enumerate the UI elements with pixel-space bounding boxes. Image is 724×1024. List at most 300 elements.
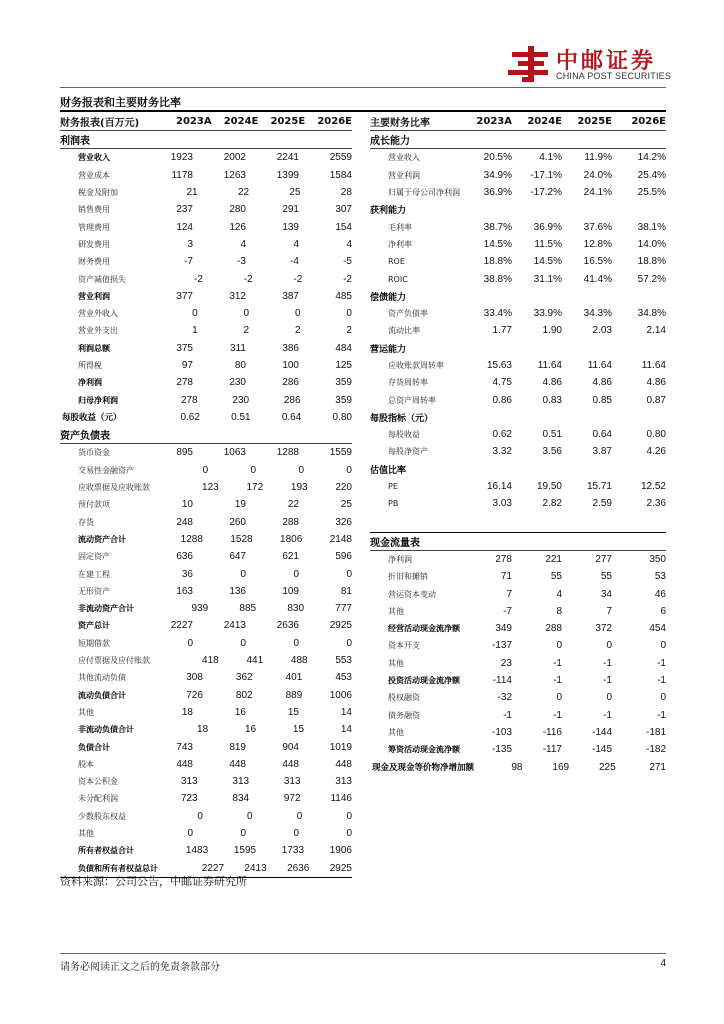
source-note: 资料来源：公司公告，中邮证券研究所 (60, 875, 247, 888)
row-value: 0 (250, 464, 257, 476)
table-row (370, 620, 666, 637)
row-value: 41.4% (583, 273, 612, 285)
row-value: 11.5% (534, 238, 562, 250)
brand-logo (508, 44, 672, 84)
row-value: 904 (282, 741, 299, 753)
row-value: 0 (346, 828, 352, 840)
row-label: 税金及附加 (78, 188, 118, 198)
table-row (370, 443, 666, 460)
row-value: 280 (229, 204, 246, 216)
row-value: 0.80 (332, 411, 352, 423)
section-label: 利润表 (60, 136, 90, 148)
row-value: 1906 (329, 845, 352, 857)
row-value: 387 (282, 290, 299, 302)
row-value: 895 (176, 447, 193, 459)
table-row (370, 184, 666, 201)
row-value: 485 (335, 290, 352, 302)
row-value: 38.8% (483, 273, 512, 285)
row-value: 418 (202, 655, 219, 667)
row-value: 2636 (287, 862, 310, 874)
row-value: 0 (346, 568, 352, 580)
right-rows (370, 131, 666, 776)
row-value: 25.5% (637, 187, 666, 199)
row-value: 0.80 (646, 429, 666, 441)
row-value: 0 (240, 568, 246, 580)
table-row (60, 842, 352, 859)
table-row (60, 201, 352, 218)
row-label: 所得税 (78, 361, 102, 370)
row-value: 2002 (223, 152, 246, 164)
row-value: -1 (657, 709, 666, 721)
header-label: 财务报表(百万元) (60, 117, 140, 129)
row-value: 34.8% (637, 308, 666, 320)
row-label: 其他 (388, 606, 404, 616)
row-value: 359 (335, 394, 352, 406)
row-label: PB (388, 499, 399, 509)
row-value: 277 (595, 553, 612, 565)
row-value: 1595 (233, 845, 257, 857)
row-value: -17.2% (530, 187, 562, 199)
row-label: 营业收入 (388, 153, 420, 163)
row-label: 净利润 (388, 554, 412, 564)
page-header (0, 0, 724, 90)
row-value: 11.9% (584, 152, 612, 164)
row-value: 278 (180, 394, 198, 406)
row-label: 非流动负债合计 (78, 725, 134, 735)
row-value: -182 (645, 744, 666, 756)
row-value: 0 (187, 637, 193, 649)
row-value: -1 (657, 675, 666, 687)
row-label: 净利润 (78, 378, 102, 388)
row-value: 0 (192, 308, 198, 320)
row-label: 应付票据及应付账款 (78, 656, 150, 666)
footer-divider (60, 953, 666, 954)
row-value: 7 (506, 588, 512, 600)
table-row (60, 253, 352, 270)
table-row (60, 825, 352, 842)
row-value: 14 (340, 706, 352, 718)
row-value: -1 (503, 709, 512, 721)
row-label: 成长能力 (370, 136, 410, 148)
row-value: 1923 (170, 152, 193, 164)
table-row (370, 131, 666, 149)
row-value: 1528 (230, 533, 253, 545)
row-value: 248 (176, 516, 193, 528)
row-value: 14.2% (637, 152, 666, 164)
row-label: 其他 (388, 727, 404, 737)
row-label: 资本公积金 (78, 777, 118, 787)
row-value: 109 (282, 585, 299, 597)
row-value: 488 (290, 655, 308, 667)
table-row (370, 478, 666, 495)
row-value: 2925 (329, 862, 352, 874)
row-value: 16.14 (486, 481, 512, 493)
row-value: 326 (335, 516, 352, 528)
table-row (60, 721, 352, 738)
row-value: 1006 (329, 689, 352, 701)
row-value: 18.8% (483, 256, 512, 268)
row-value: 0.62 (180, 411, 200, 423)
row-value: 71 (500, 571, 512, 583)
row-value: 4.86 (646, 377, 666, 389)
row-label: 债务融资 (388, 710, 420, 720)
row-label: 短期借款 (78, 638, 110, 648)
row-value: 126 (229, 221, 246, 233)
row-value: 454 (649, 623, 666, 635)
row-label: 在建工程 (78, 569, 110, 579)
row-value: 0 (187, 828, 193, 840)
table-row (60, 617, 352, 634)
header-label: 主要财务比率 (370, 117, 430, 129)
row-value: 621 (282, 551, 299, 563)
table-row (60, 270, 352, 287)
row-value: 24.0% (583, 169, 612, 181)
row-value: 37.6% (583, 221, 612, 233)
row-value: 0 (296, 810, 303, 822)
year-header: 2026E (631, 115, 666, 127)
table-row (60, 531, 352, 548)
row-value: 0 (556, 692, 562, 704)
row-label: 投资活动现金流净额 (388, 676, 460, 686)
row-value: 4.86 (542, 377, 562, 389)
row-value: 830 (287, 603, 305, 615)
row-value: 1019 (329, 741, 352, 753)
table-row (370, 426, 666, 443)
row-value: -3 (237, 256, 246, 268)
row-value: 16 (234, 706, 246, 718)
row-label: 筹资活动现金流净额 (388, 745, 460, 755)
row-value: 19 (234, 499, 246, 511)
row-value: 834 (232, 793, 250, 805)
table-row (60, 236, 352, 253)
row-value: 81 (340, 585, 352, 597)
row-value: 25 (340, 499, 352, 511)
row-value: 377 (176, 290, 193, 302)
table-row (60, 462, 352, 479)
row-label: 营业外收入 (78, 309, 118, 319)
row-label: 货币资金 (78, 448, 110, 458)
table-row (370, 637, 666, 654)
table-row (60, 808, 352, 825)
row-value: 0 (240, 828, 246, 840)
row-value: 123 (202, 482, 219, 494)
row-value: 36.9% (533, 221, 562, 233)
row-value: 1146 (330, 793, 352, 805)
table-row (60, 444, 352, 461)
row-label: 营运资本变动 (388, 589, 436, 599)
row-value: 2.14 (646, 325, 666, 337)
row-label: 非流动资产合计 (78, 604, 134, 614)
row-value: 0 (606, 640, 612, 652)
row-value: 441 (246, 655, 264, 667)
table-row (60, 583, 352, 600)
table-row (60, 635, 352, 652)
row-value: 0 (294, 308, 301, 320)
table-row (370, 568, 666, 585)
row-label: 资本开支 (388, 641, 420, 651)
table-row (60, 687, 352, 704)
row-label: 资产总计 (78, 621, 110, 631)
row-value: 1806 (280, 533, 303, 545)
row-value: 12.52 (640, 481, 666, 493)
row-label: 每股收益 (388, 430, 420, 440)
table-row (60, 669, 352, 686)
table-row (60, 322, 352, 339)
row-value: 1733 (281, 845, 305, 857)
table-row (60, 167, 352, 184)
section-label: 现金流量表 (370, 537, 420, 549)
row-value: 14.0% (637, 238, 666, 250)
row-value: 25.4% (637, 169, 666, 181)
table-row (60, 409, 352, 426)
table-row (370, 149, 666, 166)
section-title: 财务报表和主要财务比率 (60, 96, 181, 109)
year-header: 2026E (317, 115, 352, 127)
row-value: 448 (282, 758, 299, 770)
table-row (60, 565, 352, 582)
row-value: -1 (603, 675, 612, 687)
row-value: 3.87 (592, 446, 612, 458)
row-label: ROE (388, 257, 405, 267)
row-label: 归属于母公司净利润 (388, 188, 460, 198)
row-label: 预付款项 (78, 500, 110, 510)
row-value: 636 (176, 551, 193, 563)
row-value: 0.83 (542, 394, 562, 406)
brand-name-cn: 中邮证券 (556, 49, 657, 74)
row-value: 1263 (223, 169, 246, 181)
row-value: 11.64 (587, 360, 612, 371)
row-value: 288 (282, 516, 299, 528)
row-label: 营业利润 (78, 291, 110, 301)
row-value: 1288 (180, 533, 203, 545)
row-value: 1 (192, 325, 198, 337)
row-label: 经营活动现金流净额 (388, 624, 460, 634)
section-heading (60, 131, 352, 149)
table-row (370, 218, 666, 235)
row-value: 25 (289, 187, 301, 199)
row-label: 销售费用 (78, 205, 110, 215)
row-value: 22 (237, 187, 250, 199)
row-value: 124 (176, 221, 193, 233)
row-value: 4 (240, 238, 246, 250)
row-value: 14.5% (483, 238, 512, 250)
row-label: 财务费用 (78, 257, 110, 267)
row-value: 46 (654, 588, 666, 600)
row-value: 2.36 (646, 498, 666, 510)
row-value: 386 (282, 342, 299, 354)
brand-name-en: CHINA POST SECURITIES (556, 71, 672, 81)
row-value: 0.87 (646, 394, 666, 406)
table-row (60, 184, 352, 201)
row-label: 流动资产合计 (78, 534, 126, 544)
row-value: 53 (654, 571, 666, 583)
row-label: 归母净利润 (78, 395, 118, 405)
row-value: 2227 (170, 620, 193, 632)
row-value: 4.1% (539, 152, 562, 164)
header-divider (60, 87, 666, 88)
row-value: 98 (511, 761, 523, 773)
row-value: 939 (191, 603, 209, 615)
financial-ratios-table (370, 112, 666, 776)
row-label: 资产负债率 (388, 309, 428, 319)
row-value: 0.86 (492, 394, 512, 406)
row-label: 每股指标（元） (370, 413, 434, 424)
row-value: 8 (556, 605, 562, 617)
row-value: 21 (186, 187, 198, 199)
row-value: 31.1% (533, 273, 562, 285)
row-value: 23 (500, 657, 512, 669)
table-row (60, 479, 352, 496)
row-value: 169 (552, 761, 570, 773)
row-value: 448 (176, 758, 193, 770)
table-row (370, 374, 666, 391)
row-value: -32 (497, 692, 512, 704)
table-row (370, 655, 666, 672)
row-value: 4 (556, 588, 562, 600)
row-value: 313 (232, 776, 250, 788)
table-row (370, 167, 666, 184)
table-row (60, 738, 352, 755)
row-value: 163 (176, 585, 193, 597)
table-row (370, 357, 666, 374)
row-value: 34 (600, 588, 612, 600)
row-value: 97 (181, 360, 193, 371)
row-value: -2 (293, 273, 303, 285)
row-value: 723 (180, 793, 198, 805)
table-row (370, 461, 666, 478)
table-row (370, 603, 666, 620)
row-value: 2148 (329, 533, 352, 545)
row-value: -137 (491, 640, 512, 652)
row-value: 1.90 (542, 325, 562, 337)
row-label: 其他流动负债 (78, 673, 126, 683)
row-value: 2559 (329, 152, 352, 164)
year-header: 2025E (577, 115, 612, 127)
row-value: 15 (292, 724, 305, 736)
row-value: 0.62 (492, 429, 512, 441)
row-value: -7 (184, 256, 193, 268)
row-value: 193 (290, 482, 308, 494)
table-row (370, 689, 666, 706)
row-label: PE (388, 482, 398, 492)
row-value: 1483 (185, 845, 209, 857)
row-value: 80 (234, 360, 246, 371)
row-label: 流动比率 (388, 326, 420, 336)
row-value: 1063 (223, 447, 246, 459)
row-value: -145 (591, 744, 612, 756)
row-label: 每股净资产 (388, 447, 428, 457)
row-value: 308 (186, 672, 203, 684)
row-value: 0 (346, 308, 352, 320)
table-row (370, 270, 666, 287)
row-value: 14.5% (533, 256, 562, 268)
row-label: 无形资产 (78, 586, 110, 596)
row-label: 其他 (78, 707, 94, 717)
row-label: 折旧和摊销 (388, 572, 428, 582)
row-value: 972 (283, 793, 301, 805)
row-value: -117 (542, 744, 562, 756)
table-row (60, 374, 352, 391)
row-value: 3.32 (492, 446, 512, 458)
row-value: 1288 (276, 447, 299, 459)
row-value: 885 (239, 603, 257, 615)
row-value: 2925 (329, 620, 352, 632)
table-row (60, 288, 352, 305)
row-value: 100 (282, 360, 299, 371)
row-value: 38.7% (483, 221, 512, 233)
year-header: 2024E (223, 115, 259, 127)
row-value: 311 (230, 342, 246, 354)
row-value: 271 (649, 761, 666, 773)
row-value: 0 (556, 640, 562, 652)
row-label: 利润总额 (78, 343, 110, 353)
row-label: 交易性金融资产 (78, 465, 134, 475)
row-value: 372 (595, 623, 612, 635)
row-value: 33.9% (533, 308, 562, 320)
row-value: 278 (176, 377, 193, 389)
row-value: 802 (235, 689, 253, 701)
table-header (60, 112, 352, 131)
row-value: 15.63 (486, 360, 512, 371)
row-value: 10 (181, 499, 193, 511)
section-heading (60, 426, 352, 444)
row-value: -1 (603, 709, 612, 721)
row-label: 其他 (388, 658, 404, 668)
row-value: 1.77 (492, 325, 512, 337)
row-label: 净利率 (388, 239, 412, 249)
row-label: 营业利润 (388, 170, 420, 180)
row-label: ROIC (388, 274, 408, 284)
row-value: 34.9% (483, 169, 512, 181)
row-label: 估值比率 (370, 465, 407, 476)
row-value: 0 (293, 828, 299, 840)
row-value: 3.03 (492, 498, 512, 510)
row-value: -114 (492, 675, 512, 687)
row-label: 现金及现金等价物净增加额 (372, 763, 475, 774)
china-post-logo-icon (508, 44, 552, 84)
table-row (370, 201, 666, 218)
row-label: 获利能力 (370, 206, 407, 217)
row-value: -1 (603, 657, 612, 669)
table-row (370, 391, 666, 408)
row-label: 每股收益（元） (62, 413, 122, 424)
financial-statements-table (60, 112, 352, 878)
row-value: 0 (660, 640, 666, 652)
table-row (370, 741, 666, 758)
row-label: 偿债能力 (370, 292, 407, 303)
row-value: 553 (335, 655, 352, 667)
page-number: 4 (660, 958, 666, 969)
row-value: 2413 (244, 862, 267, 874)
row-value: 20.5% (483, 152, 512, 164)
row-value: -1 (553, 709, 562, 721)
table-row (60, 652, 352, 669)
row-value: -1 (553, 675, 562, 687)
row-value: 3.56 (542, 446, 562, 458)
row-value: 484 (335, 342, 352, 354)
row-value: 220 (335, 482, 352, 494)
row-value: 11.64 (641, 360, 666, 371)
row-value: -4 (290, 256, 299, 268)
row-value: 313 (283, 776, 301, 788)
row-value: 375 (176, 342, 193, 354)
section-heading (370, 533, 666, 551)
row-label: 存货周转率 (388, 378, 428, 388)
row-value: 2.82 (542, 498, 562, 510)
row-value: 136 (229, 585, 246, 597)
row-value: 286 (282, 377, 299, 389)
row-value: 1559 (329, 447, 352, 459)
